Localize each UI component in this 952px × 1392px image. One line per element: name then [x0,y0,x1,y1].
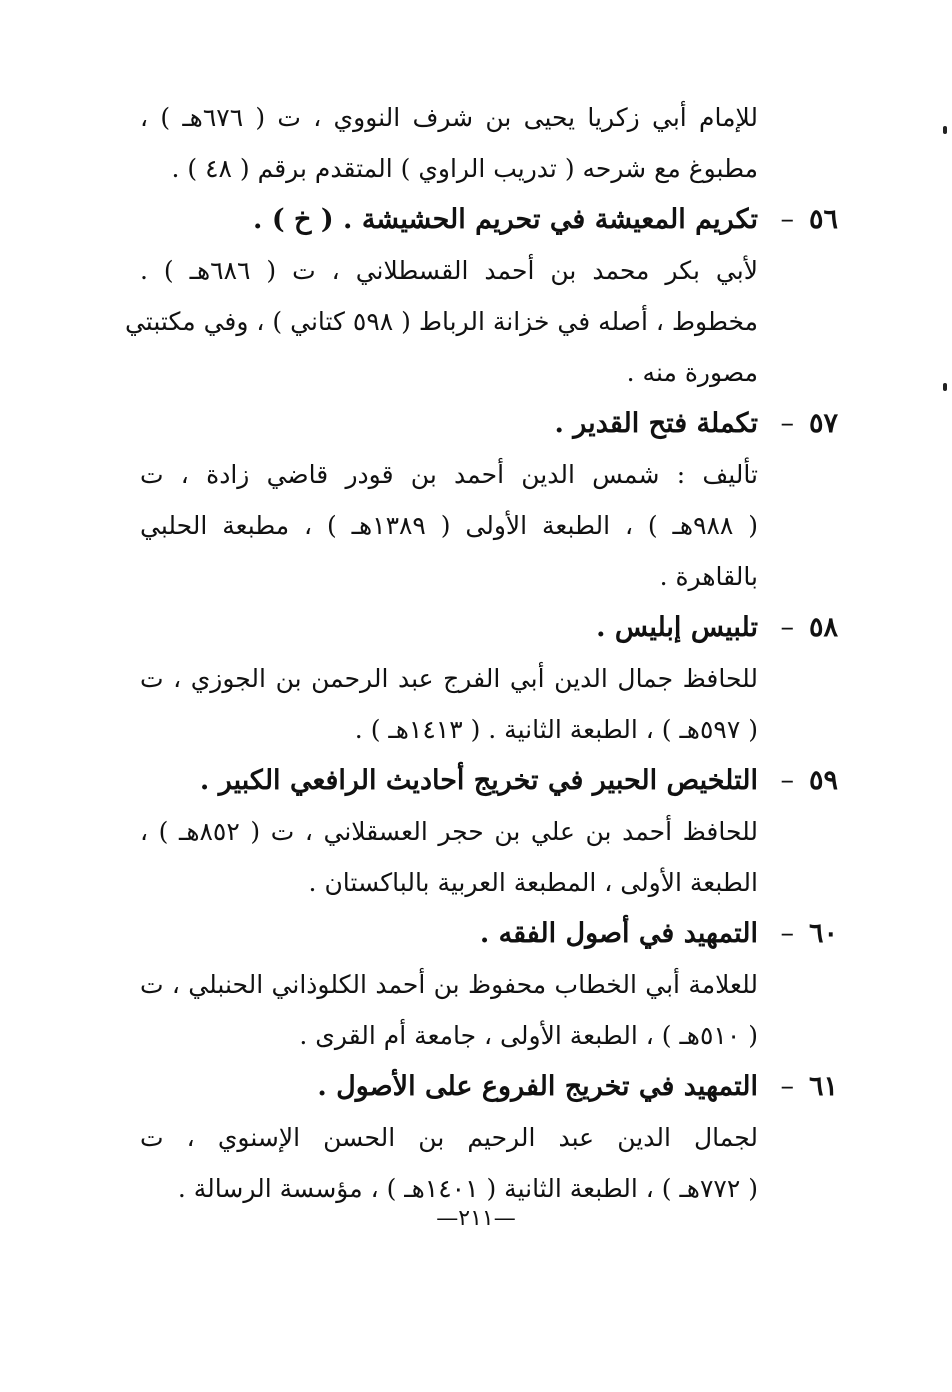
entry-dash: – [780,918,794,949]
entry-number: ٥٩ [808,765,838,796]
entry-title: تلبيس إبليس . [596,612,758,643]
entry-59-line-1: للحافظ أحمد بن علي بن حجر العسقلاني ، ت ( ٨٥٢هـ ) ، [140,817,758,846]
entry-57-line-1: تأليف : شمس الدين أحمد بن قودر قاضي زادة ، ت [140,460,758,489]
entry-56-line-2: مخطوط ، أصله في خزانة الرباط ( ٥٩٨ كتاني ) ، وفي مكتبتي [124,307,758,336]
entry-number: ٥٨ [808,612,838,643]
entry-56-line-3: مصورة منه . [626,358,758,387]
entry-number: ٦١ [808,1071,838,1102]
entry-56-line-1: لأبي بكر محمد بن أحمد القسطلاني ، ت ( ٦٨٦هـ ) . [140,256,758,285]
entry-57-heading [140,398,838,449]
page-number: —٢١١— [436,1206,516,1231]
entry-number: ٥٦ [808,204,838,235]
entry-61-line-2: ( ٧٧٢هـ ) ، الطبعة الثانية ( ١٤٠١هـ ) ، مؤسسة الرسالة . [177,1174,758,1203]
entry-number: ٥٧ [808,408,838,439]
entry-dash: – [780,408,794,439]
intro-line-1: للإمام أبي زكريا يحيى بن شرف النووي ، ت ( ٦٧٦هـ ) ، [140,103,758,132]
entry-59-line-2: الطبعة الأولى ، المطبعة العربية بالباكستان . [308,868,758,897]
entry-number: ٦٠ [808,918,838,949]
entry-title: تكملة فتح القدير . [554,408,758,439]
entry-dash: – [780,1071,794,1102]
intro-line-2: مطبوغ مع شرحه ( تدريب الراوي ) المتقدم برقم ( ٤٨ ) . [171,154,758,183]
entry-title: التمهيد في تخريج الفروع على الأصول . [317,1071,758,1102]
scan-mark [943,383,947,391]
entry-60-heading [140,908,838,959]
entry-title: التلخيص الحبير في تخريج أحاديث الرافعي الكبير . [199,765,758,796]
entry-dash: – [780,765,794,796]
entry-59-heading [140,755,838,806]
entry-60-line-1: للعلامة أبي الخطاب محفوظ بن أحمد الكلوذاني الحنبلي ، ت [140,970,758,999]
entry-61-line-1: لجمال الدين عبد الرحيم بن الحسن الإسنوي ، ت [140,1123,758,1152]
entry-58-line-1: للحافظ جمال الدين أبي الفرج عبد الرحمن بن الجوزي ، ت [140,664,758,693]
entry-dash: – [780,612,794,643]
entry-dash: – [780,204,794,235]
entry-57-line-2: ( ٩٨٨هـ ) ، الطبعة الأولى ( ١٣٨٩هـ ) ، مطبعة الحلبي [140,511,758,540]
entry-58-line-2: ( ٥٩٧هـ ) ، الطبعة الثانية . ( ١٤١٣هـ ) . [354,715,758,744]
entry-title: تكريم المعيشة في تحريم الحشيشة . ( خ ) . [253,204,758,235]
entry-61-heading [140,1061,838,1112]
entry-57-line-3: بالقاهرة . [659,562,758,591]
entry-56-heading [140,194,838,245]
page-body [124,92,838,1214]
entry-58-heading [140,602,838,653]
entry-60-line-2: ( ٥١٠هـ ) ، الطبعة الأولى ، جامعة أم القرى . [299,1021,758,1050]
scan-mark [943,126,947,134]
entry-title: التمهيد في أصول الفقه . [479,918,758,949]
